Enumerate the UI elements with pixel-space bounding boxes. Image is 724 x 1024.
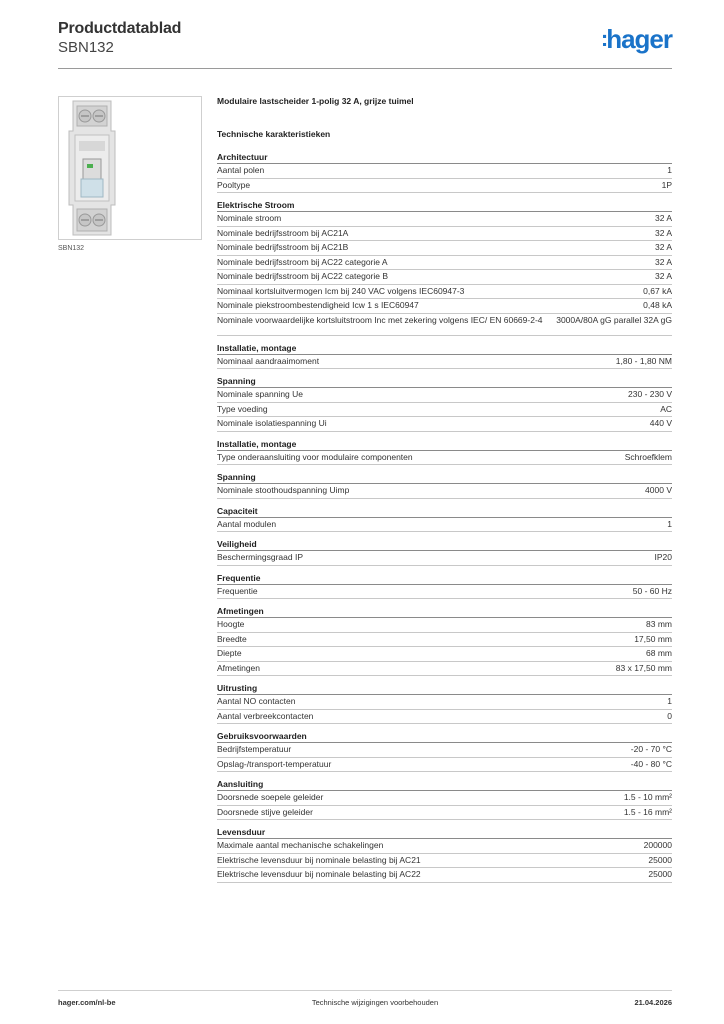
spec-value: Schroefklem	[624, 451, 672, 462]
spec-value: 32 A	[654, 227, 672, 238]
spec-value: 83 x 17,50 mm	[615, 662, 672, 673]
spec-value: 68 mm	[646, 648, 672, 658]
section-title: Uitrusting	[217, 682, 672, 695]
spec-label: Aantal polen	[217, 165, 265, 175]
spec-row	[217, 179, 672, 194]
spec-value: 83 mm	[646, 619, 672, 629]
footer-date: 21.04.2026	[634, 998, 672, 1007]
spec-label: Bedrijfstemperatuur	[217, 744, 292, 754]
spec-value: 32 A	[654, 213, 672, 223]
spec-row	[217, 417, 672, 432]
spec-row	[217, 164, 672, 179]
footer-url[interactable]: hager.com/nl-be	[58, 998, 116, 1007]
spec-value: 1	[667, 165, 672, 175]
section-title: Spanning	[217, 375, 672, 388]
spec-label: Nominale bedrijfsstroom bij AC22 categorie B	[217, 271, 389, 281]
page-header	[58, 20, 672, 56]
spec-value: 0,67 kA	[643, 285, 672, 296]
spec-value: 1	[667, 696, 672, 706]
spec-value: IP20	[654, 552, 672, 562]
product-description: Modulaire lastscheider 1-polig 32 A, grijze tuimel	[217, 96, 414, 106]
spec-row	[217, 241, 672, 256]
spec-row	[217, 647, 672, 662]
spec-value: 25000	[648, 869, 672, 879]
spec-row	[217, 743, 672, 758]
spec-row	[217, 314, 672, 336]
spec-label: Beschermingsgraad IP	[217, 552, 303, 562]
section-title: Frequentie	[217, 572, 672, 585]
spec-value: 1.5 - 10 mm²	[623, 792, 672, 802]
spec-label: Nominaal aandraaimoment	[217, 355, 320, 366]
spec-section	[217, 778, 672, 820]
spec-row	[217, 710, 672, 725]
spec-value: 32 A	[654, 271, 672, 281]
spec-row	[217, 758, 672, 773]
spec-label: Hoogte	[217, 619, 245, 629]
spec-row	[217, 854, 672, 869]
spec-section	[217, 572, 672, 600]
section-title: Gebruiksvoorwaarden	[217, 730, 672, 743]
spec-label: Nominale isolatiespanning Ui	[217, 418, 327, 428]
spec-label: Type onderaansluiting voor modulaire componenten	[217, 451, 413, 462]
spec-row	[217, 484, 672, 499]
spec-section	[217, 471, 672, 499]
spec-row	[217, 791, 672, 806]
spec-label: Frequentie	[217, 585, 258, 596]
switch-disconnector-illustration	[59, 97, 201, 239]
spec-row	[217, 585, 672, 600]
spec-row	[217, 227, 672, 242]
header-divider	[58, 68, 672, 69]
spec-label: Breedte	[217, 633, 247, 644]
spec-section	[217, 505, 672, 533]
image-caption: SBN132	[58, 245, 85, 252]
spec-label: Elektrische levensduur bij nominale belasting bij AC22	[217, 869, 421, 879]
section-title: Levensduur	[217, 826, 672, 839]
spec-label: Diepte	[217, 648, 242, 658]
spec-label: Nominale voorwaardelijke kortsluitstroom Inc met zekering volgens IEC/ EN 60669-2-4	[217, 314, 543, 325]
spec-value: 200000	[643, 840, 672, 850]
spec-value: 0,48 kA	[643, 300, 672, 310]
spec-label: Doorsnede stijve geleider	[217, 806, 313, 817]
spec-row	[217, 285, 672, 300]
spec-row	[217, 633, 672, 648]
spec-section	[217, 342, 672, 370]
spec-section	[217, 730, 672, 772]
spec-label: Opslag-/transport-temperatuur	[217, 758, 332, 769]
spec-section	[217, 538, 672, 566]
spec-value: -40 - 80 °C	[630, 758, 672, 769]
spec-value: 32 A	[654, 242, 672, 252]
spec-section	[217, 375, 672, 432]
section-title: Elektrische Stroom	[217, 199, 672, 212]
section-title: Spanning	[217, 471, 672, 484]
spec-row	[217, 662, 672, 677]
product-image	[58, 96, 202, 240]
spec-row	[217, 868, 672, 883]
section-title: Afmetingen	[217, 605, 672, 618]
tech-title: Technische karakteristieken	[217, 129, 331, 139]
spec-label: Nominale stroom	[217, 213, 282, 223]
spec-label: Nominale bedrijfsstroom bij AC21A	[217, 227, 349, 238]
spec-row	[217, 551, 672, 566]
section-title: Architectuur	[217, 151, 672, 164]
spec-value: 1,80 - 1,80 NM	[615, 355, 672, 366]
spec-label: Nominaal kortsluitvermogen Icm bij 240 VAC volgens IEC60947-3	[217, 285, 465, 296]
spec-value: 4000 V	[645, 485, 672, 495]
section-title: Installatie, montage	[217, 342, 672, 355]
spec-section	[217, 605, 672, 676]
spec-value: 440 V	[649, 418, 672, 428]
spec-row	[217, 212, 672, 227]
spec-row	[217, 618, 672, 633]
spec-label: Nominale bedrijfsstroom bij AC22 categorie A	[217, 256, 388, 267]
spec-label: Aantal NO contacten	[217, 696, 296, 706]
spec-value: 50 - 60 Hz	[632, 585, 672, 596]
footer-note: Technische wijzigingen voorbehouden	[311, 998, 439, 1007]
spec-label: Maximale aantal mechanische schakelingen	[217, 840, 384, 850]
section-title: Aansluiting	[217, 778, 672, 791]
product-code: SBN132	[58, 39, 114, 56]
spec-row	[217, 299, 672, 314]
spec-row	[217, 256, 672, 271]
spec-row	[217, 388, 672, 403]
spec-label: Type voeding	[217, 403, 268, 414]
spec-row	[217, 403, 672, 418]
spec-content	[217, 96, 672, 883]
spec-value: 17,50 mm	[634, 633, 672, 644]
spec-label: Nominale spanning Ue	[217, 389, 303, 399]
spec-value: 230 - 230 V	[628, 389, 672, 399]
spec-value: 1P	[661, 179, 672, 190]
spec-section	[217, 199, 672, 336]
spec-row	[217, 270, 672, 285]
spec-label: Pooltype	[217, 179, 251, 190]
spec-value: 1	[667, 518, 672, 529]
spec-label: Nominale bedrijfsstroom bij AC21B	[217, 242, 349, 252]
spec-sections	[217, 151, 672, 883]
footer-divider	[58, 990, 672, 991]
spec-row	[217, 695, 672, 710]
spec-value: 3000A/80A gG parallel 32A gG	[556, 314, 672, 325]
spec-value: AC	[660, 403, 672, 414]
spec-label: Aantal verbreekcontacten	[217, 710, 314, 721]
spec-value: 1.5 - 16 mm²	[623, 806, 672, 817]
spec-value: 25000	[648, 854, 672, 865]
page-footer	[58, 998, 672, 1007]
spec-value: 0	[667, 710, 672, 721]
spec-value: -20 - 70 °C	[630, 744, 672, 754]
spec-row	[217, 806, 672, 821]
hager-logo: :hager	[600, 24, 672, 54]
spec-label: Nominale stoothoudspanning Uimp	[217, 485, 350, 495]
spec-label: Afmetingen	[217, 662, 260, 673]
spec-row	[217, 518, 672, 533]
spec-row	[217, 355, 672, 370]
spec-section	[217, 151, 672, 193]
spec-label: Doorsnede soepele geleider	[217, 792, 324, 802]
spec-section	[217, 438, 672, 466]
section-title: Installatie, montage	[217, 438, 672, 451]
spec-label: Aantal modulen	[217, 518, 277, 529]
spec-label: Nominale piekstroombestendigheid Icw 1 s IEC60947	[217, 300, 419, 310]
section-title: Capaciteit	[217, 505, 672, 518]
page-title: Productdatablad	[58, 20, 182, 37]
spec-row	[217, 451, 672, 466]
spec-section	[217, 826, 672, 883]
spec-label: Elektrische levensduur bij nominale belasting bij AC21	[217, 854, 421, 865]
section-title: Veiligheid	[217, 538, 672, 551]
spec-section	[217, 682, 672, 724]
spec-value: 32 A	[654, 256, 672, 267]
spec-row	[217, 839, 672, 854]
